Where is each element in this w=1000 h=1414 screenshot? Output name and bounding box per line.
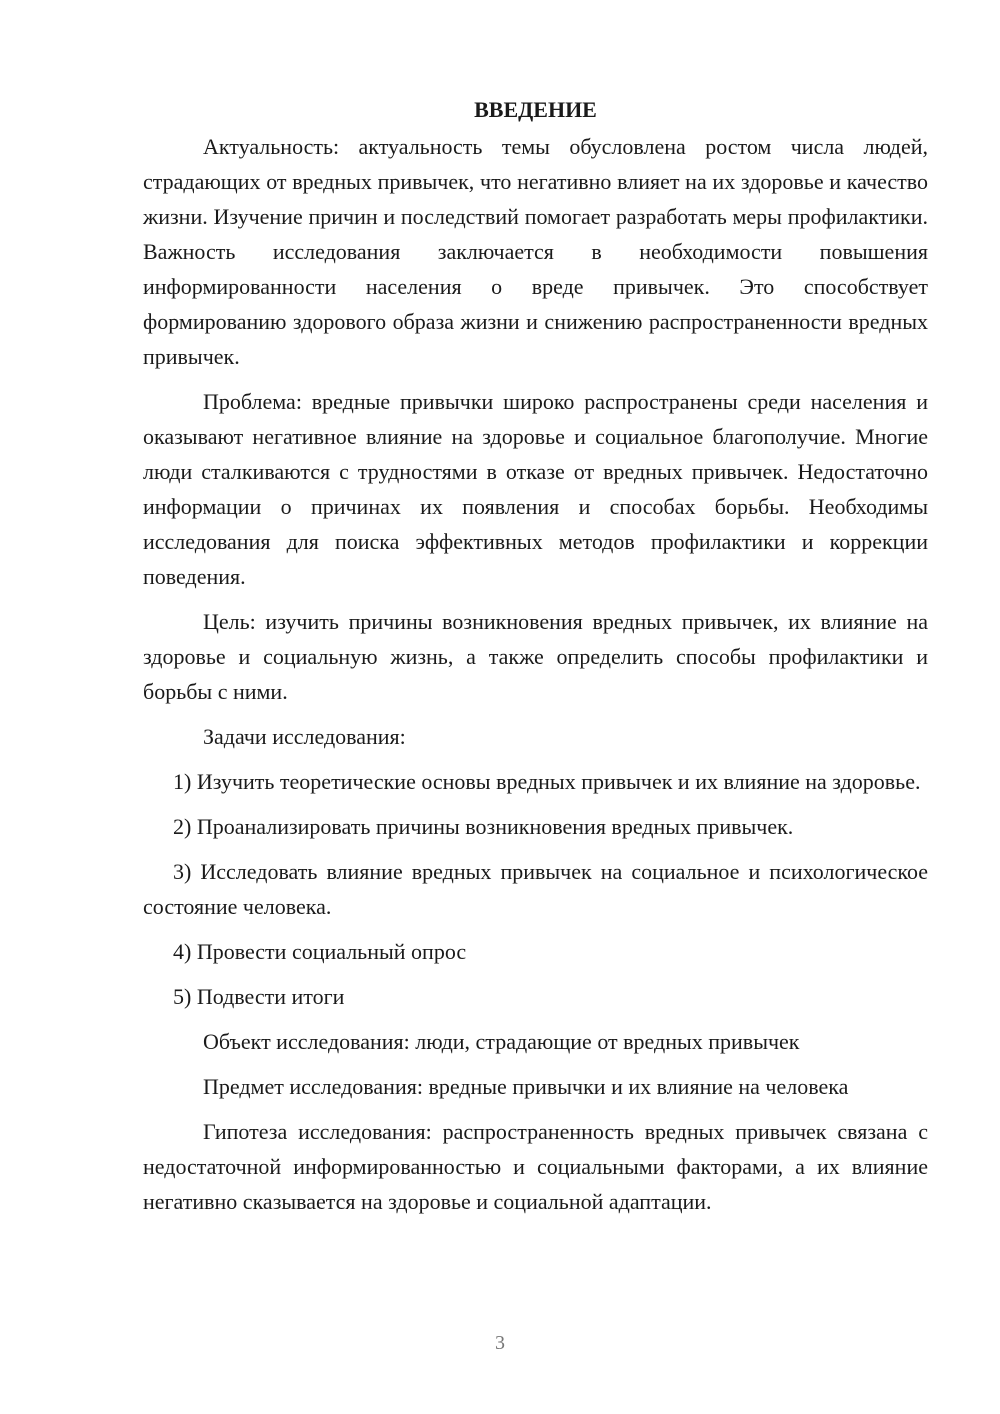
hypothesis-paragraph: Гипотеза исследования: распространенность вредных привычек связана с недостаточной информированностью и социальными факторами, а их влияние негативно сказывается на здоровье и социальной адаптации. — [143, 1119, 928, 1214]
page-number: 3 — [495, 1332, 505, 1354]
goal-paragraph: Цель: изучить причины возникновения вредных привычек, их влияние на здоровье и социальную жизнь, а также определить способы профилактики и борьбы с ними. — [143, 609, 928, 704]
problem-paragraph: Проблема: вредные привычки широко распространены среди населения и оказывают негативное влияние на здоровье и социальное благополучие. Многие люди сталкиваются с трудностями в отказе от вредных привычек. Недостаточно информации о причинах их появления и способах борьбы. Необходимы исследования для поиска эффективных методов профилактики и коррекции поведения. — [143, 389, 928, 589]
subject-paragraph: Предмет исследования: вредные привычки и их влияние на человека — [203, 1074, 849, 1099]
task-item: 5) Подвести итоги — [173, 984, 345, 1009]
task-item: 4) Провести социальный опрос — [173, 939, 467, 964]
relevance-paragraph: Актуальность: актуальность темы обусловлена ростом числа людей, страдающих от вредных привычек, что негативно влияет на их здоровье и качество жизни. Изучение причин и последствий помогает разработать меры профилактики. Важность исследования заключается в необходимости повышения информированности населения о вреде привычек. Это способствует формированию здорового образа жизни и снижению распространенности вредных привычек. — [143, 134, 928, 369]
document-page — [143, 92, 928, 1219]
object-paragraph: Объект исследования: люди, страдающие от вредных привычек — [203, 1029, 800, 1054]
document-title: ВВЕДЕНИЕ — [474, 97, 597, 122]
task-item: 3) Исследовать влияние вредных привычек на социальное и психологическое состояние человека. — [143, 859, 928, 919]
task-item: 1) Изучить теоретические основы вредных привычек и их влияние на здоровье. — [173, 769, 921, 794]
tasks-heading: Задачи исследования: — [203, 724, 406, 749]
task-item: 2) Проанализировать причины возникновения вредных привычек. — [173, 814, 794, 839]
